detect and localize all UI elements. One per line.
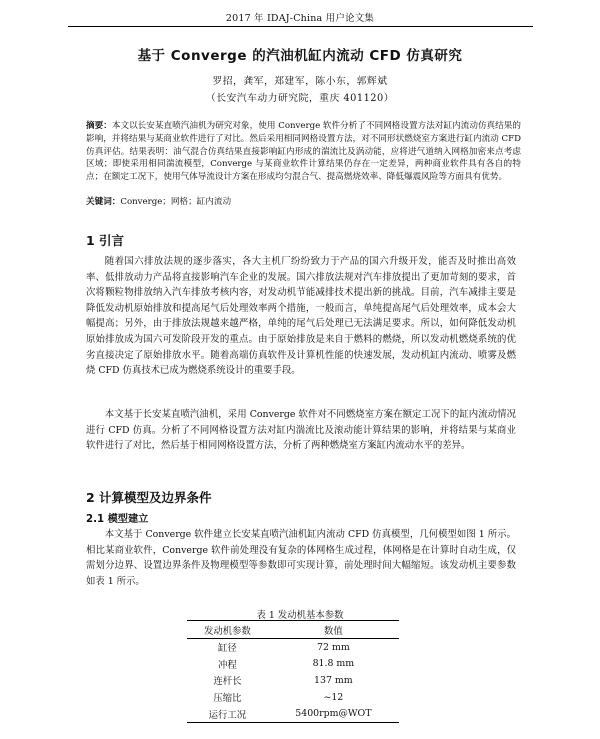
keywords xyxy=(86,196,521,209)
affiliation: （长安汽车动力研究院，重庆 401120） xyxy=(205,93,395,104)
abstract xyxy=(86,120,521,184)
table-row xyxy=(187,656,399,673)
running-header: 2017 年 IDAJ-China 用户论文集 xyxy=(225,13,375,24)
table-cell: 运行工况 xyxy=(187,705,268,722)
table-cell: 72 mm xyxy=(317,641,350,653)
header-rule xyxy=(68,26,533,27)
table-cell: 冲程 xyxy=(218,659,237,671)
intro-paragraph-2: 本文基于长安某直喷汽油机，采用 Converge 软件对不同燃烧室方案在额定工况下的缸内流动情况进行 CFD 仿真。分析了不同网格设置方法对缸内湍流比及滚动能计算结果的影响，并将结果与某商业软件进行了对比，然后基于相同网格设置方法，分析了两种燃烧室方案缸内流动水平的差异。 xyxy=(86,409,516,452)
paper-title: 基于 Converge 的汽油机缸内流动 CFD 仿真研究 xyxy=(137,48,463,64)
table-cell: 81.8 mm xyxy=(312,658,355,670)
section-heading-model: 2 计算模型及边界条件 xyxy=(86,490,212,505)
table-row xyxy=(187,705,399,722)
table-header-cell: 数值 xyxy=(268,621,399,639)
model-paragraph-1: 本文基于 Converge 软件建立长安某直喷汽油机缸内流动 CFD 仿真模型，几何模型如图 1 所示。相比某商业软件，Converge 软件前处理没有复杂的体网格生成过程，体网格是在计算时自动生成，仅需划分边界、设置边界条件及物理模型等参数即可实现计算，前处理时间大幅缩短。该发动机主要参数如表 1 所示。 xyxy=(86,529,516,587)
abstract-text: 本文以长安某直喷汽油机为研究对象，使用 Converge 软件分析了不同网格设置方法对缸内流动仿真结果的影响，并将结果与某商业软件进行了对比。然后采用相同网格设置方法，对不同形状燃烧室方案进行缸内流动 CFD 仿真评估。结果表明：油气混合仿真结果直接影响缸内形成的湍流比及涡动能，应将进气道纳入网格加密来点考虑区域；即使采用相同湍流模型，Converge 与某商业软件计算结果仍存在一定差异，两种商业软件具有各自的特点；在额定工况下，使用气体导流设计方案在形成均匀混合气、提高燃烧效率、降低爆震风险等方面具有优势。 xyxy=(86,121,521,183)
table-cell: 缸径 xyxy=(218,643,237,655)
engine-parameter-table xyxy=(187,620,399,723)
table-caption: 表 1 发动机基本参数 xyxy=(256,610,344,621)
table-cell: 137 mm xyxy=(314,674,353,686)
table-cell: ~12 xyxy=(323,691,344,703)
table-cell: 连杆长 xyxy=(213,676,242,688)
section-heading-introduction: 1 引言 xyxy=(86,233,125,248)
abstract-label: 摘要： xyxy=(86,121,112,131)
subsection-heading-model-setup: 2.1 模型建立 xyxy=(86,514,149,525)
table-header-row xyxy=(187,621,399,639)
intro-paragraph-1: 随着国六排放法规的逐步落实，各大主机厂纷纷致力于产品的国六升级开发，能否及时推出高效率、低排放动力产品将直接影响汽车企业的发展。国六排放法规对汽车排放提出了更加苛刻的要求，首次将颗粒物排放纳入汽车排放考核内容，对发动机节能减排技术提出新的挑战。目前，汽车减排主要是降低发动机原始排放和提高尾气后处理效率两个措施，一般而言，单纯提高尾气后处理效率，成本会大幅提高；另外，由于排放法规越来越严格，单纯的尾气后处理已无法满足要求。所以，如何降低发动机原始排放成为国六可发阶段开发的重点。由于原始排放是来自于燃料的燃烧，所以发动机燃烧系统的优劣直接决定了原始排放水平。随着高端仿真软件及计算机性能的快速发展，发动机缸内流动、喷雾及燃烧 CFD 仿真技术已成为燃烧系统设计的重要手段。 xyxy=(86,256,516,377)
table-row xyxy=(187,672,399,689)
keywords-text: Converge；网格；缸内流动 xyxy=(120,197,232,207)
table-cell: 5400rpm@WOT xyxy=(268,705,399,722)
author-list: 罗招，龚军，郑建军，陈小东，郭辉斌 xyxy=(212,76,388,87)
table-row xyxy=(187,639,399,656)
table-row xyxy=(187,689,399,706)
params-table xyxy=(187,620,399,723)
keywords-label: 关键词： xyxy=(86,197,121,207)
table-cell: 压缩比 xyxy=(213,693,242,705)
table-header-cell: 发动机参数 xyxy=(187,621,268,639)
